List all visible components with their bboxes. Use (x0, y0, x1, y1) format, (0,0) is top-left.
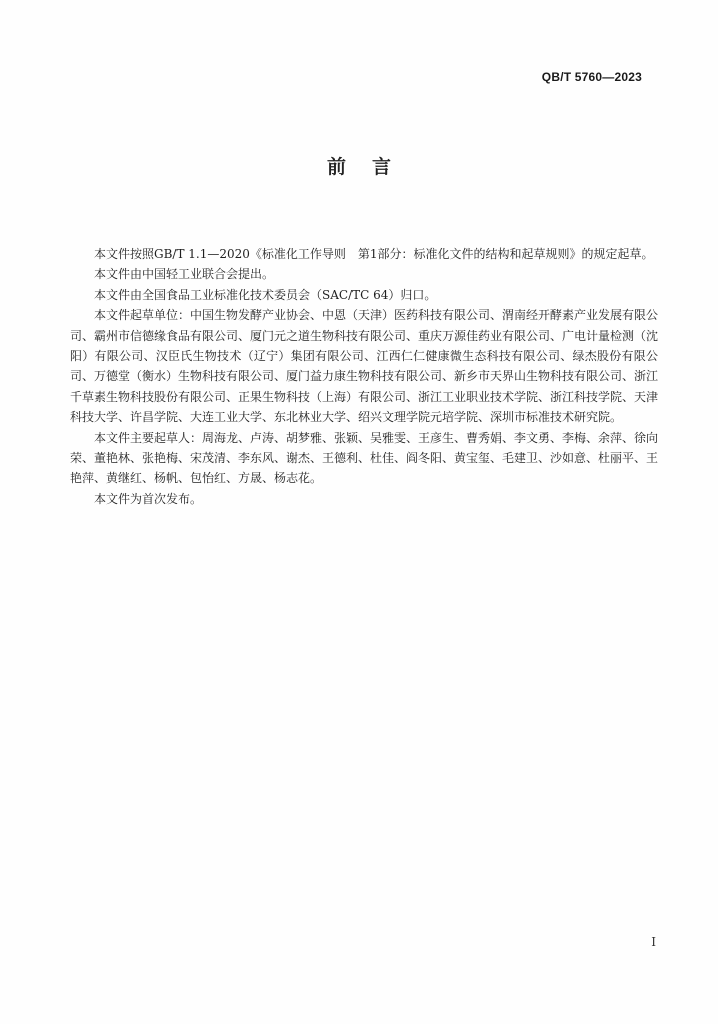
foreword-body (70, 244, 658, 509)
paragraph-proposer: 本文件由中国轻工业联合会提出。 (94, 267, 275, 282)
paragraph-first-release: 本文件为首次发布。 (94, 491, 203, 506)
page-title: 前言 (326, 156, 417, 178)
page-number: I (651, 935, 656, 949)
paragraph-drafting-rules: 本文件按照GB/T 1.1—2020《标准化工作导则 第1部分：标准化文件的结构和起草规则》的规定起草。 (94, 247, 654, 261)
standard-number: QB/T 5760—2023 (541, 70, 642, 84)
paragraph-drafting-units: 本文件起草单位：中国生物发酵产业协会、中恩（天津）医药科技有限公司、渭南经开酵素产业发展有限公司、霸州市信德缘食品有限公司、厦门元之道生物科技有限公司、重庆万源佳药业有限公司、广电计量检测（沈阳）有限公司、汉臣氏生物技术（辽宁）集团有限公司、江西仁仁健康微生态科技有限公司、绿杰股份有限公司、万德堂（衡水）生物科技有限公司、厦门益力康生物科技有限公司、新乡市天界山生物科技有限公司、浙江千草素生物科技股份有限公司、正果生物科技（上海）有限公司、浙江工业职业技术学院、浙江科技学院、天津科技大学、许昌学院、大连工业大学、东北林业大学、绍兴文理学院元培学院、深圳市标准技术研究院。 (70, 308, 659, 425)
paragraph-technical-committee: 本文件由全国食品工业标准化技术委员会（SAC/TC 64）归口。 (94, 287, 437, 302)
paragraph-drafters: 本文件主要起草人：周海龙、卢涛、胡梦雅、张颖、吴雅雯、王彦生、曹秀娟、李文勇、李梅、余萍、徐向荣、董艳林、张艳梅、宋茂清、李东风、谢杰、王德利、杜佳、阎冬阳、黄宝玺、毛建卫、沙如意、杜丽平、王艳萍、黄继红、杨帆、包怡红、方晟、杨志花。 (70, 430, 659, 486)
